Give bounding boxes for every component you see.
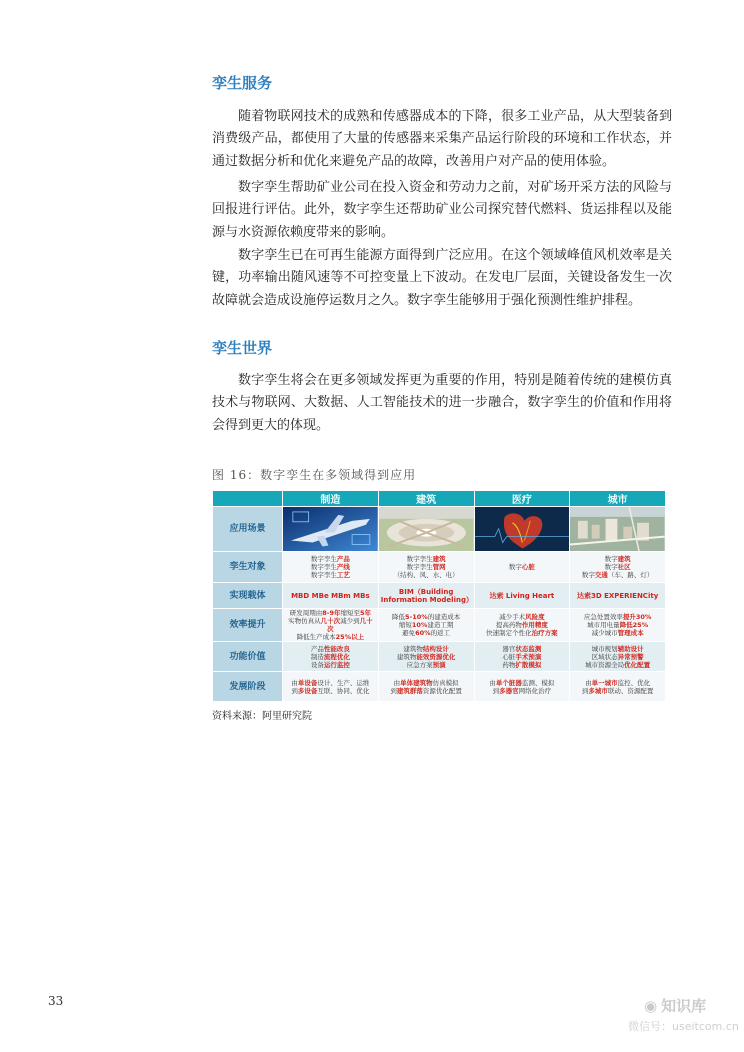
cell-efficiency-medical: 减少手术风险度 提高药物作用精度 快速制定个性化治疗方案 <box>474 609 570 642</box>
row-header-stage: 发展阶段 <box>213 672 283 702</box>
cell-stage-city: 由单一城市监控、优化 到多城市联动、资源配置 <box>570 672 666 702</box>
cell-carrier-medical: 达索 Living Heart <box>474 583 570 609</box>
paragraph-mining: 数字孪生帮助矿业公司在投入资金和劳动力之前，对矿场开采方法的风险与回报进行评估。此外，数字孪生还帮助矿业公司探究替代燃料、货运排程以及能源与水资源依赖度带来的影响。 <box>212 180 672 240</box>
col-header-medical: 医疗 <box>474 491 570 507</box>
paragraph-sensors: 随着物联网技术的成熟和传感器成本的下降，很多工业产品，从大型装备到消费级产品，都使用了大量的传感器来采集产品运行阶段的环境和工作状态，并通过数据分析和优化来避免产品的故障，改善用户对产品的使用体验。 <box>212 109 672 169</box>
application-figure <box>212 490 666 699</box>
cell-function-construction: 建筑物结构设计 建筑物能效资源优化 应急方案预演 <box>378 642 474 672</box>
row-header-carrier: 实现载体 <box>213 583 283 609</box>
cell-function-city: 城市规划辅助设计 区域状态异常预警 城市资源全局优化配置 <box>570 642 666 672</box>
cell-function-medical: 器官状态监测 心脏手术预演 药物扩散模拟 <box>474 642 570 672</box>
watermark-name: 知识库 <box>661 997 707 1015</box>
section-heading-service: 孪生服务 <box>212 74 273 92</box>
cell-object-medical: 数字心脏 <box>474 552 570 583</box>
construction-image <box>378 507 474 552</box>
page-number: 33 <box>48 994 64 1008</box>
application-table <box>212 490 666 702</box>
cell-efficiency-construction: 降低5-10%的建造成本 缩短10%建造工期 避免60%的返工 <box>378 609 474 642</box>
cell-carrier-city: 达索3D EXPERIENCity <box>570 583 666 609</box>
paragraph-renewable: 数字孪生已在可再生能源方面得到广泛应用。在这个领域峰值风机效率是关键，功率输出随风速等不可控变量上下波动。在发电厂层面，关键设备发生一次故障就会造成设施停运数月之久。数字孪生能够用于强化预测性维护排程。 <box>212 248 672 308</box>
cell-function-manufacturing: 产品性能改良 制造流程优化 设备运行监控 <box>283 642 379 672</box>
medical-image <box>474 507 570 552</box>
cell-stage-construction: 由单体建筑物仿真模拟 到建筑群落资源优化配置 <box>378 672 474 702</box>
cell-object-construction: 数字孪生建筑 数字孪生管网 （结构、风、水、电） <box>378 552 474 583</box>
col-header-city: 城市 <box>570 491 666 507</box>
manufacturing-image <box>283 507 379 552</box>
row-header-scenario: 应用场景 <box>213 507 283 552</box>
row-header-efficiency: 效率提升 <box>213 609 283 642</box>
watermark-wechat-id: 微信号：useitcom.cn <box>628 1020 739 1033</box>
section-heading-world: 孪生世界 <box>212 339 273 357</box>
cell-stage-manufacturing: 由单设备设计、生产、运维 到多设备互联、协同、优化 <box>283 672 379 702</box>
cell-object-city: 数字建筑 数字社区 数字交通（车、路、灯） <box>570 552 666 583</box>
table-corner <box>213 491 283 507</box>
watermark-logo <box>644 995 706 1016</box>
row-header-object: 孪生对象 <box>213 552 283 583</box>
col-header-construction: 建筑 <box>378 491 474 507</box>
figure-caption: 图 16：数字孪生在多领域得到应用 <box>212 468 417 482</box>
source-note: 资料来源：阿里研究院 <box>212 711 312 722</box>
col-header-manufacturing: 制造 <box>283 491 379 507</box>
cell-efficiency-city: 应急处置效率提升30% 城市用电量降低25% 减少城市管理成本 <box>570 609 666 642</box>
row-header-function: 功能价值 <box>213 642 283 672</box>
paragraph-future: 数字孪生将会在更多领域发挥更为重要的作用，特别是随着传统的建模仿真技术与物联网、大数据、人工智能技术的进一步融合，数字孪生的价值和作用将会得到更大的体现。 <box>212 373 672 433</box>
city-image <box>570 507 666 552</box>
cell-stage-medical: 由单个脏器监测、模拟 到多器官网络化治疗 <box>474 672 570 702</box>
cell-object-manufacturing: 数字孪生产品 数字孪生产线 数字孪生工艺 <box>283 552 379 583</box>
wechat-icon: ◉ <box>644 997 658 1015</box>
cell-carrier-manufacturing: MBD MBe MBm MBs <box>283 583 379 609</box>
cell-carrier-construction: BIM（Building Information Modeling） <box>378 583 474 609</box>
cell-efficiency-manufacturing: 研发周期由8-9年缩短至5年 实物仿真从几十次减少到几十次 降低生产成本25%以上 <box>283 609 379 642</box>
